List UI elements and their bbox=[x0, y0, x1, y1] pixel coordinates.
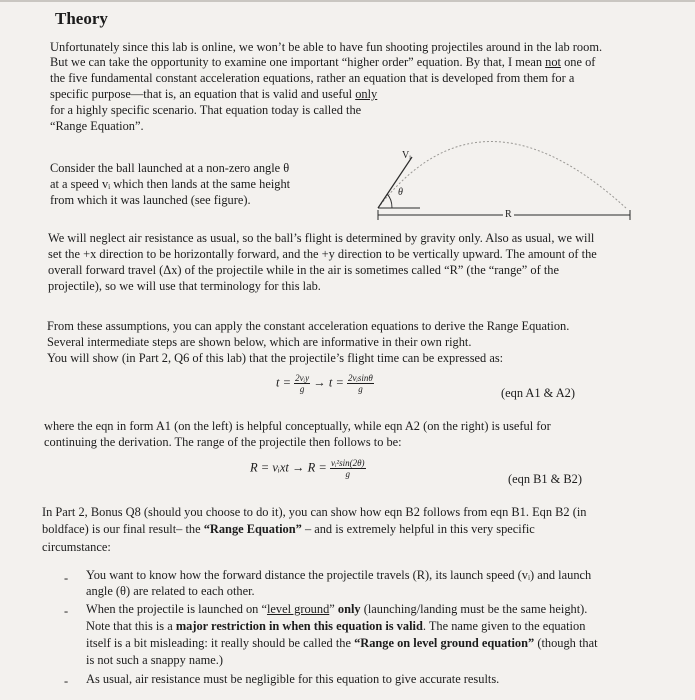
assume-line-3: overall forward travel (Δx) of the projectile while in the air is sometimes called “R” (the “range” of the bbox=[48, 263, 559, 277]
eqA-fraction-1: $\frac{\text{2vᵢy}}{g}$ bbox=[295, 373, 310, 394]
bullet-2-line-4: is not such a snappy name.) bbox=[86, 653, 223, 667]
eqB-fraction: $\frac{\text{vᵢ²sin(2θ)}}{g}$ bbox=[330, 458, 365, 479]
intro-line-3: the five fundamental constant acceleration equations, rather an equation that is developed from them for a bbox=[50, 71, 575, 85]
setup-line-2: at a speed vᵢ which then lands at the same height bbox=[50, 177, 291, 191]
eqA-label: (eqn A1 & A2) bbox=[501, 386, 575, 400]
bullet-dash-1: - bbox=[64, 571, 69, 585]
assume-line-1: We will neglect air resistance as usual, so the ball’s flight is determined by gravity only. Also as usual, we will bbox=[48, 231, 595, 245]
bullet-2-line-3: itself is a bit misleading: it really should be called the “Range on level ground equation” (though that bbox=[86, 636, 598, 650]
range-label: R bbox=[505, 209, 512, 220]
final-line-1: In Part 2, Bonus Q8 (should you choose to do it), you can show how eqn B2 follows from eqn B1. Eqn B2 (in bbox=[42, 505, 587, 519]
derive-line-1: From these assumptions, you can apply the constant acceleration equations to derive the Range Equation. bbox=[47, 319, 570, 333]
velocity-label: Vᵢ bbox=[402, 150, 411, 161]
trajectory-arc bbox=[378, 142, 626, 209]
final-line-2: boldface) is our final result– the “Range Equation” – and is extremely helpful in this very specific bbox=[42, 522, 535, 536]
where-line-1: where the eqn in form A1 (on the left) is helpful conceptually, while eqn A2 (on the right) is useful for bbox=[44, 419, 551, 433]
assume-line-2: set the +x direction to be horizontally forward, and the +y direction to be vertically upward. The amount of the bbox=[48, 247, 597, 261]
bullet-dash-3: - bbox=[64, 674, 69, 688]
setup-line-3: from which it was launched (see figure). bbox=[50, 193, 251, 207]
intro-line-4: specific purpose—that is, an equation that is valid and useful only bbox=[50, 87, 378, 101]
intro-line-1: Unfortunately since this lab is online, we won’t be able to have fun shooting projectiles around in the lab room. bbox=[50, 40, 603, 54]
equation-a bbox=[276, 373, 374, 394]
bullet-2-line-2: Note that this is a major restriction in when this equation is valid. The name given to the equation bbox=[86, 619, 586, 633]
intro-line-6: “Range Equation”. bbox=[50, 119, 144, 133]
equation-b bbox=[250, 458, 366, 479]
eqA-lhs: t = bbox=[276, 375, 292, 390]
where-line-2: continuing the derivation. The range of the projectile then follows to be: bbox=[44, 435, 402, 449]
setup-line-1: Consider the ball launched at a non-zero angle θ bbox=[50, 161, 290, 175]
bullet-1-line-2: angle (θ) are related to each other. bbox=[86, 584, 255, 598]
bullet-1-line-1: You want to know how the forward distance the projectile travels (R), its launch speed (vᵢ) and launch bbox=[86, 568, 592, 582]
top-rule bbox=[0, 0, 695, 2]
derive-line-2: Several intermediate steps are shown below, which are informative in their own right. bbox=[47, 335, 472, 349]
eqA-arrow: → t = bbox=[313, 375, 344, 390]
angle-arc bbox=[387, 194, 392, 208]
eqA-fraction-2: $\frac{\text{2vᵢsinθ}}{g}$ bbox=[348, 373, 373, 394]
final-line-3: circumstance: bbox=[42, 540, 111, 554]
eqB-label: (eqn B1 & B2) bbox=[508, 472, 582, 486]
bullet-dash-2: - bbox=[64, 604, 69, 618]
assume-line-4: projectile), so we will use that terminology for this lab. bbox=[48, 279, 321, 293]
intro-line-2: But we can take the opportunity to examine one important “higher order” equation. By that, I mean not one of bbox=[50, 55, 596, 69]
velocity-vector bbox=[378, 157, 412, 208]
derive-line-3: You will show (in Part 2, Q6 of this lab) that the projectile’s flight time can be expressed as: bbox=[47, 351, 504, 365]
eqB-lhs: R = vᵢxt → R = bbox=[250, 460, 327, 475]
bullet-3-line-1: As usual, air resistance must be negligible for this equation to give accurate results. bbox=[86, 672, 500, 686]
theta-label: θ bbox=[398, 187, 403, 198]
intro-line-5: for a highly specific scenario. That equation today is called the bbox=[50, 103, 362, 117]
section-title: Theory bbox=[55, 9, 108, 28]
bullet-2-line-1: When the projectile is launched on “level ground” only (launching/landing must be the same height). bbox=[86, 602, 588, 616]
